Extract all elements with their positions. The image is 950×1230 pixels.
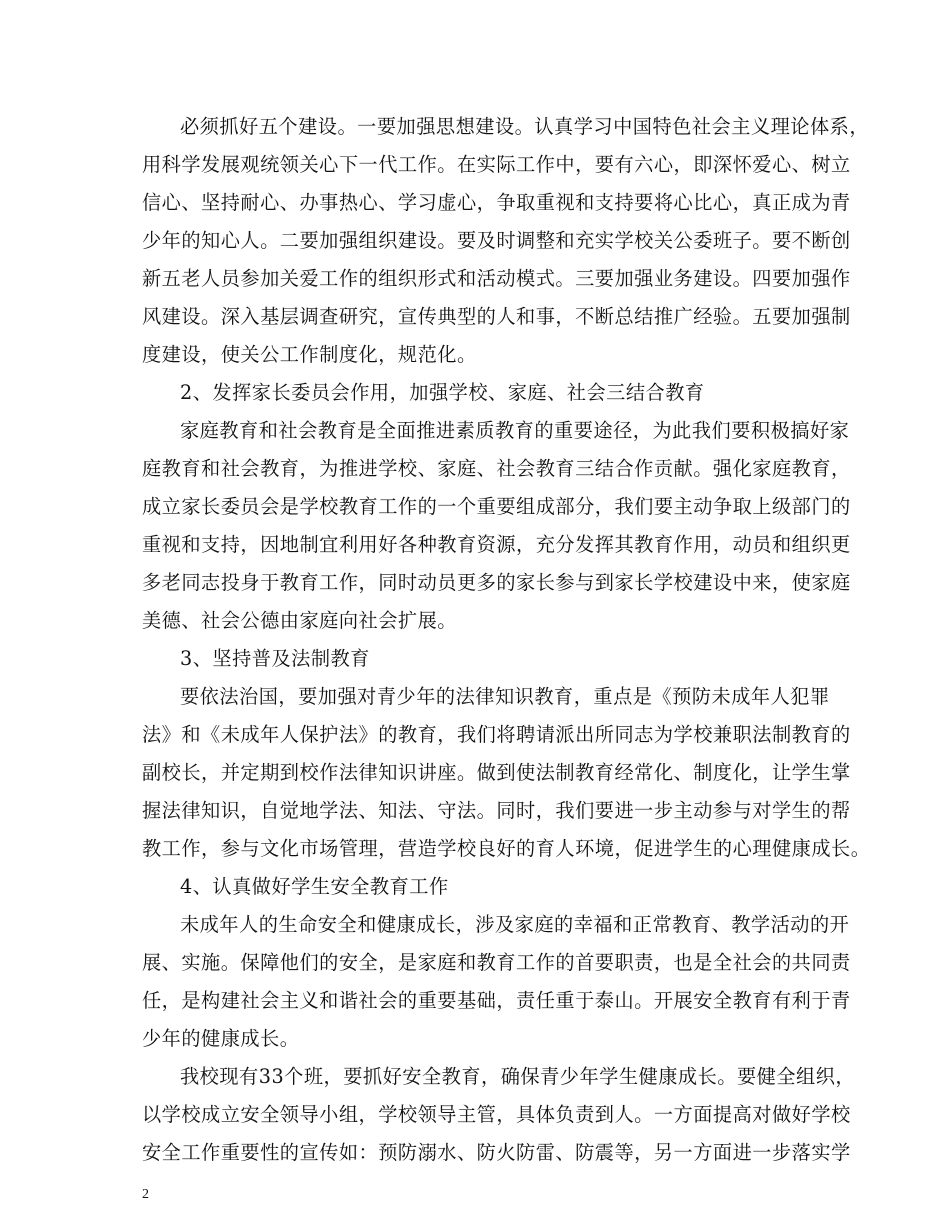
text-line: 多老同志投身于教育工作，同时动员更多的家长参与到家长学校建设中来，使家庭 bbox=[142, 571, 851, 594]
text-line: 少年的健康成长。 bbox=[142, 1027, 300, 1050]
text-line: 信心、坚持耐心、办事热心、学习虚心，争取重视和支持要将心比心，真正成为青 bbox=[142, 191, 851, 214]
text-line: 美德、社会公德由家庭向社会扩展。 bbox=[142, 609, 457, 632]
text-line: 度建设，使关公工作制度化，规范化。 bbox=[142, 343, 477, 366]
text-line: 新五老人员参加关爱工作的组织形式和活动模式。三要加强业务建设。四要加强作 bbox=[142, 267, 851, 290]
text-line: 副校长，并定期到校作法律知识讲座。做到使法制教育经常化、制度化，让学生掌 bbox=[142, 761, 851, 784]
text-line: 重视和支持，因地制宜利用好各种教育资源，充分发挥其教育作用，动员和组织更 bbox=[142, 533, 851, 556]
text-line: 用科学发展观统领关心下一代工作。在实际工作中，要有六心，即深怀爱心、树立 bbox=[142, 153, 851, 176]
section-heading: 2、发挥家长委员会作用，加强学校、家庭、社会三结合教育 bbox=[180, 381, 705, 404]
text-line: 未成年人的生命安全和健康成长，涉及家庭的幸福和正常教育、教学活动的开 bbox=[180, 913, 850, 936]
text-line: 少年的知心人。二要加强组织建设。要及时调整和充实学校关公委班子。要不断创 bbox=[142, 229, 851, 252]
text-line: 成立家长委员会是学校教育工作的一个重要组成部分，我们要主动争取上级部门的 bbox=[142, 495, 851, 518]
section-heading: 4、认真做好学生安全教育工作 bbox=[180, 875, 449, 898]
text-line: 展、实施。保障他们的安全，是家庭和教育工作的首要职责，也是全社会的共同责 bbox=[142, 951, 851, 974]
text-line: 必须抓好五个建设。一要加强思想建设。认真学习中国特色社会主义理论体系， bbox=[180, 115, 870, 138]
text-line: 握法律知识，自觉地学法、知法、守法。同时，我们要进一步主动参与对学生的帮 bbox=[142, 799, 851, 822]
section-heading: 3、坚持普及法制教育 bbox=[180, 647, 370, 670]
text-line: 我校现有33个班，要抓好安全教育，确保青少年学生健康成长。要健全组织， bbox=[180, 1065, 856, 1088]
text-line: 庭教育和社会教育，为推进学校、家庭、社会教育三结合作贡献。强化家庭教育， bbox=[142, 457, 851, 480]
page-number: 2 bbox=[142, 1187, 149, 1202]
text-line: 以学校成立安全领导小组，学校领导主管，具体负责到人。一方面提高对做好学校 bbox=[142, 1103, 851, 1126]
text-line: 风建设。深入基层调查研究，宣传典型的人和事，不断总结推广经验。五要加强制 bbox=[142, 305, 851, 328]
text-line: 法》和《未成年人保护法》的教育，我们将聘请派出所同志为学校兼职法制教育的 bbox=[142, 723, 851, 746]
text-line: 任，是构建社会主义和谐社会的重要基础，责任重于泰山。开展安全教育有利于青 bbox=[142, 989, 851, 1012]
text-line: 教工作，参与文化市场管理，营造学校良好的育人环境，促进学生的心理健康成长。 bbox=[142, 837, 871, 860]
text-line: 安全工作重要性的宣传如：预防溺水、防火防雷、防震等，另一方面进一步落实学 bbox=[142, 1141, 851, 1164]
text-line: 家庭教育和社会教育是全面推进素质教育的重要途径，为此我们要积极搞好家 bbox=[180, 419, 850, 442]
text-line: 要依法治国，要加强对青少年的法律知识教育，重点是《预防未成年人犯罪 bbox=[180, 685, 830, 708]
